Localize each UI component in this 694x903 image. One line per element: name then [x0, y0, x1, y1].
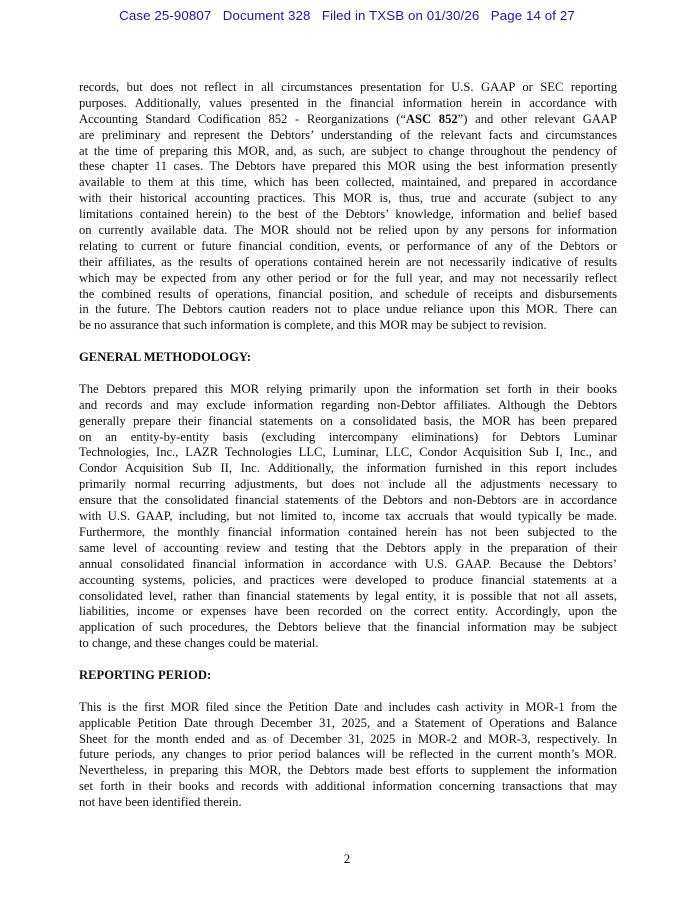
paragraph-line: are preliminary and represent the Debtors’ understanding of the relevant facts and circumstances	[79, 127, 617, 142]
paragraph-line: purposes. Additionally, values presented in the financial information herein in accordance with	[79, 95, 617, 110]
paragraph-line: accounting systems, policies, and practices were developed to produce financial statements at a	[79, 572, 617, 587]
paragraph-line: to change, and these changes could be material.	[79, 636, 319, 651]
paragraph-line: their affiliates, as the results of operations contained herein are not necessarily indicative of results	[79, 254, 617, 269]
paragraph-line: The Debtors prepared this MOR relying primarily upon the information set forth in their books	[79, 381, 617, 396]
paragraph-line: in the future. The Debtors caution readers not to place undue reliance upon this MOR. There can	[79, 302, 617, 317]
paragraph-line: ensure that the consolidated financial statements of the Debtors and non-Debtors are in accordance	[79, 493, 617, 508]
paragraph-line	[79, 112, 617, 128]
paragraph-line: on an entity-by-entity basis (excluding intercompany eliminations) for Debtors Luminar	[79, 429, 617, 444]
text-fragment: Accounting Standard Codification 852 - Reorganizations (“	[79, 111, 406, 126]
general-methodology-paragraph	[79, 382, 617, 652]
defined-term-asc-852: ASC 852	[405, 111, 458, 126]
paragraph-line: at the time of preparing this MOR, and, as such, are subject to change throughout the pendency of	[79, 143, 617, 158]
reporting-period-paragraph	[79, 700, 617, 811]
paragraph-line: records, but does not reflect in all circumstances presentation for U.S. GAAP or SEC reporting	[79, 80, 617, 94]
paragraph-line: on currently available data. The MOR should not be relied upon by any persons for information	[79, 223, 617, 238]
paragraph-line: annual consolidated financial information in accordance with U.S. GAAP. Because the Debtors’	[79, 556, 617, 571]
paragraph-line: consolidated level, rather than financial statements by legal entity, it is possible that not all assets,	[79, 588, 617, 603]
text-fragment: ”) and other relevant GAAP	[457, 111, 617, 126]
paragraph-line: the combined results of operations, financial position, and schedule of receipts and disbursements	[79, 286, 617, 301]
paragraph-line: future periods, any changes to prior period balances will be reflected in the current month’s MOR.	[79, 747, 617, 762]
paragraph-line: generally prepare their financial statements on a consolidated basis, the MOR has been prepared	[79, 413, 617, 428]
paragraph-line: Technologies, Inc., LAZR Technologies LLC, Luminar, LLC, Condor Acquisition Sub I, Inc., and	[79, 445, 617, 460]
paragraph-line: Sheet for the month ended and as of December 31, 2025 in MOR-2 and MOR-3, respectively. In	[79, 731, 617, 746]
court-filing-stamp	[0, 8, 694, 23]
intro-paragraph	[79, 80, 617, 334]
paragraph-line: applicable Petition Date through December 31, 2025, and a Statement of Operations and Balance	[79, 715, 617, 730]
section-heading-general-methodology: GENERAL METHODOLOGY:	[79, 350, 252, 365]
stamp-page-count: Page 14 of 27	[490, 8, 575, 23]
section-heading-reporting-period: REPORTING PERIOD:	[79, 667, 212, 682]
paragraph-line: application of such procedures, the Debtors believe that the financial information may be subject	[79, 620, 617, 635]
paragraph-line: liabilities, income or expenses have been recorded on the correct entity. Accordingly, upon the	[79, 604, 617, 619]
paragraph-line: Condor Acquisition Sub II, Inc. Additionally, the information furnished in this report includes	[79, 461, 617, 476]
paragraph-line: not have been identified therein.	[79, 795, 242, 810]
paragraph-line: Furthermore, the monthly financial information contained herein has not been subjected to the	[79, 524, 617, 539]
stamp-case-number: Case 25-90807	[119, 8, 212, 23]
paragraph-line: set forth in their books and records with additional information concerning transactions that may	[79, 779, 617, 794]
paragraph-line: these chapter 11 cases. The Debtors have prepared this MOR using the best information presently	[79, 159, 617, 174]
page-number: 2	[343, 851, 351, 866]
document-body	[79, 80, 617, 827]
paragraph-line: available to them at this time, which has been collected, maintained, and prepared in accordance	[79, 175, 617, 190]
paragraph-line: with U.S. GAAP, including, but not limited to, income tax accruals that would typically be made.	[79, 509, 617, 524]
paragraph-line: with their historical accounting practices. This MOR is, thus, true and accurate (subject to any	[79, 191, 617, 206]
paragraph-line: same level of accounting review and testing that the Debtors apply in the preparation of their	[79, 540, 617, 555]
stamp-filed-date: Filed in TXSB on 01/30/26	[321, 8, 480, 23]
paragraph-line: relating to current or future financial condition, events, or performance of any of the Debtors or	[79, 238, 617, 253]
paragraph-line: limitations contained herein) to the best of the Debtors’ knowledge, information and belief based	[79, 207, 617, 222]
paragraph-line: Nevertheless, in preparing this MOR, the Debtors made best efforts to supplement the information	[79, 763, 617, 778]
paragraph-line: This is the first MOR filed since the Petition Date and includes cash activity in MOR-1 from the	[79, 699, 617, 714]
paragraph-line: which may be expected from any other period or for the full year, and may not necessarily reflect	[79, 270, 617, 285]
paragraph-line: primarily normal recurring adjustments, but does not include all the adjustments necessary to	[79, 477, 617, 492]
stamp-document-number: Document 328	[222, 8, 311, 23]
paragraph-line: and records and may exclude information regarding non-Debtor affiliates. Although the Debtors	[79, 397, 617, 412]
paragraph-line: be no assurance that such information is complete, and this MOR may be subject to revision.	[79, 318, 547, 333]
